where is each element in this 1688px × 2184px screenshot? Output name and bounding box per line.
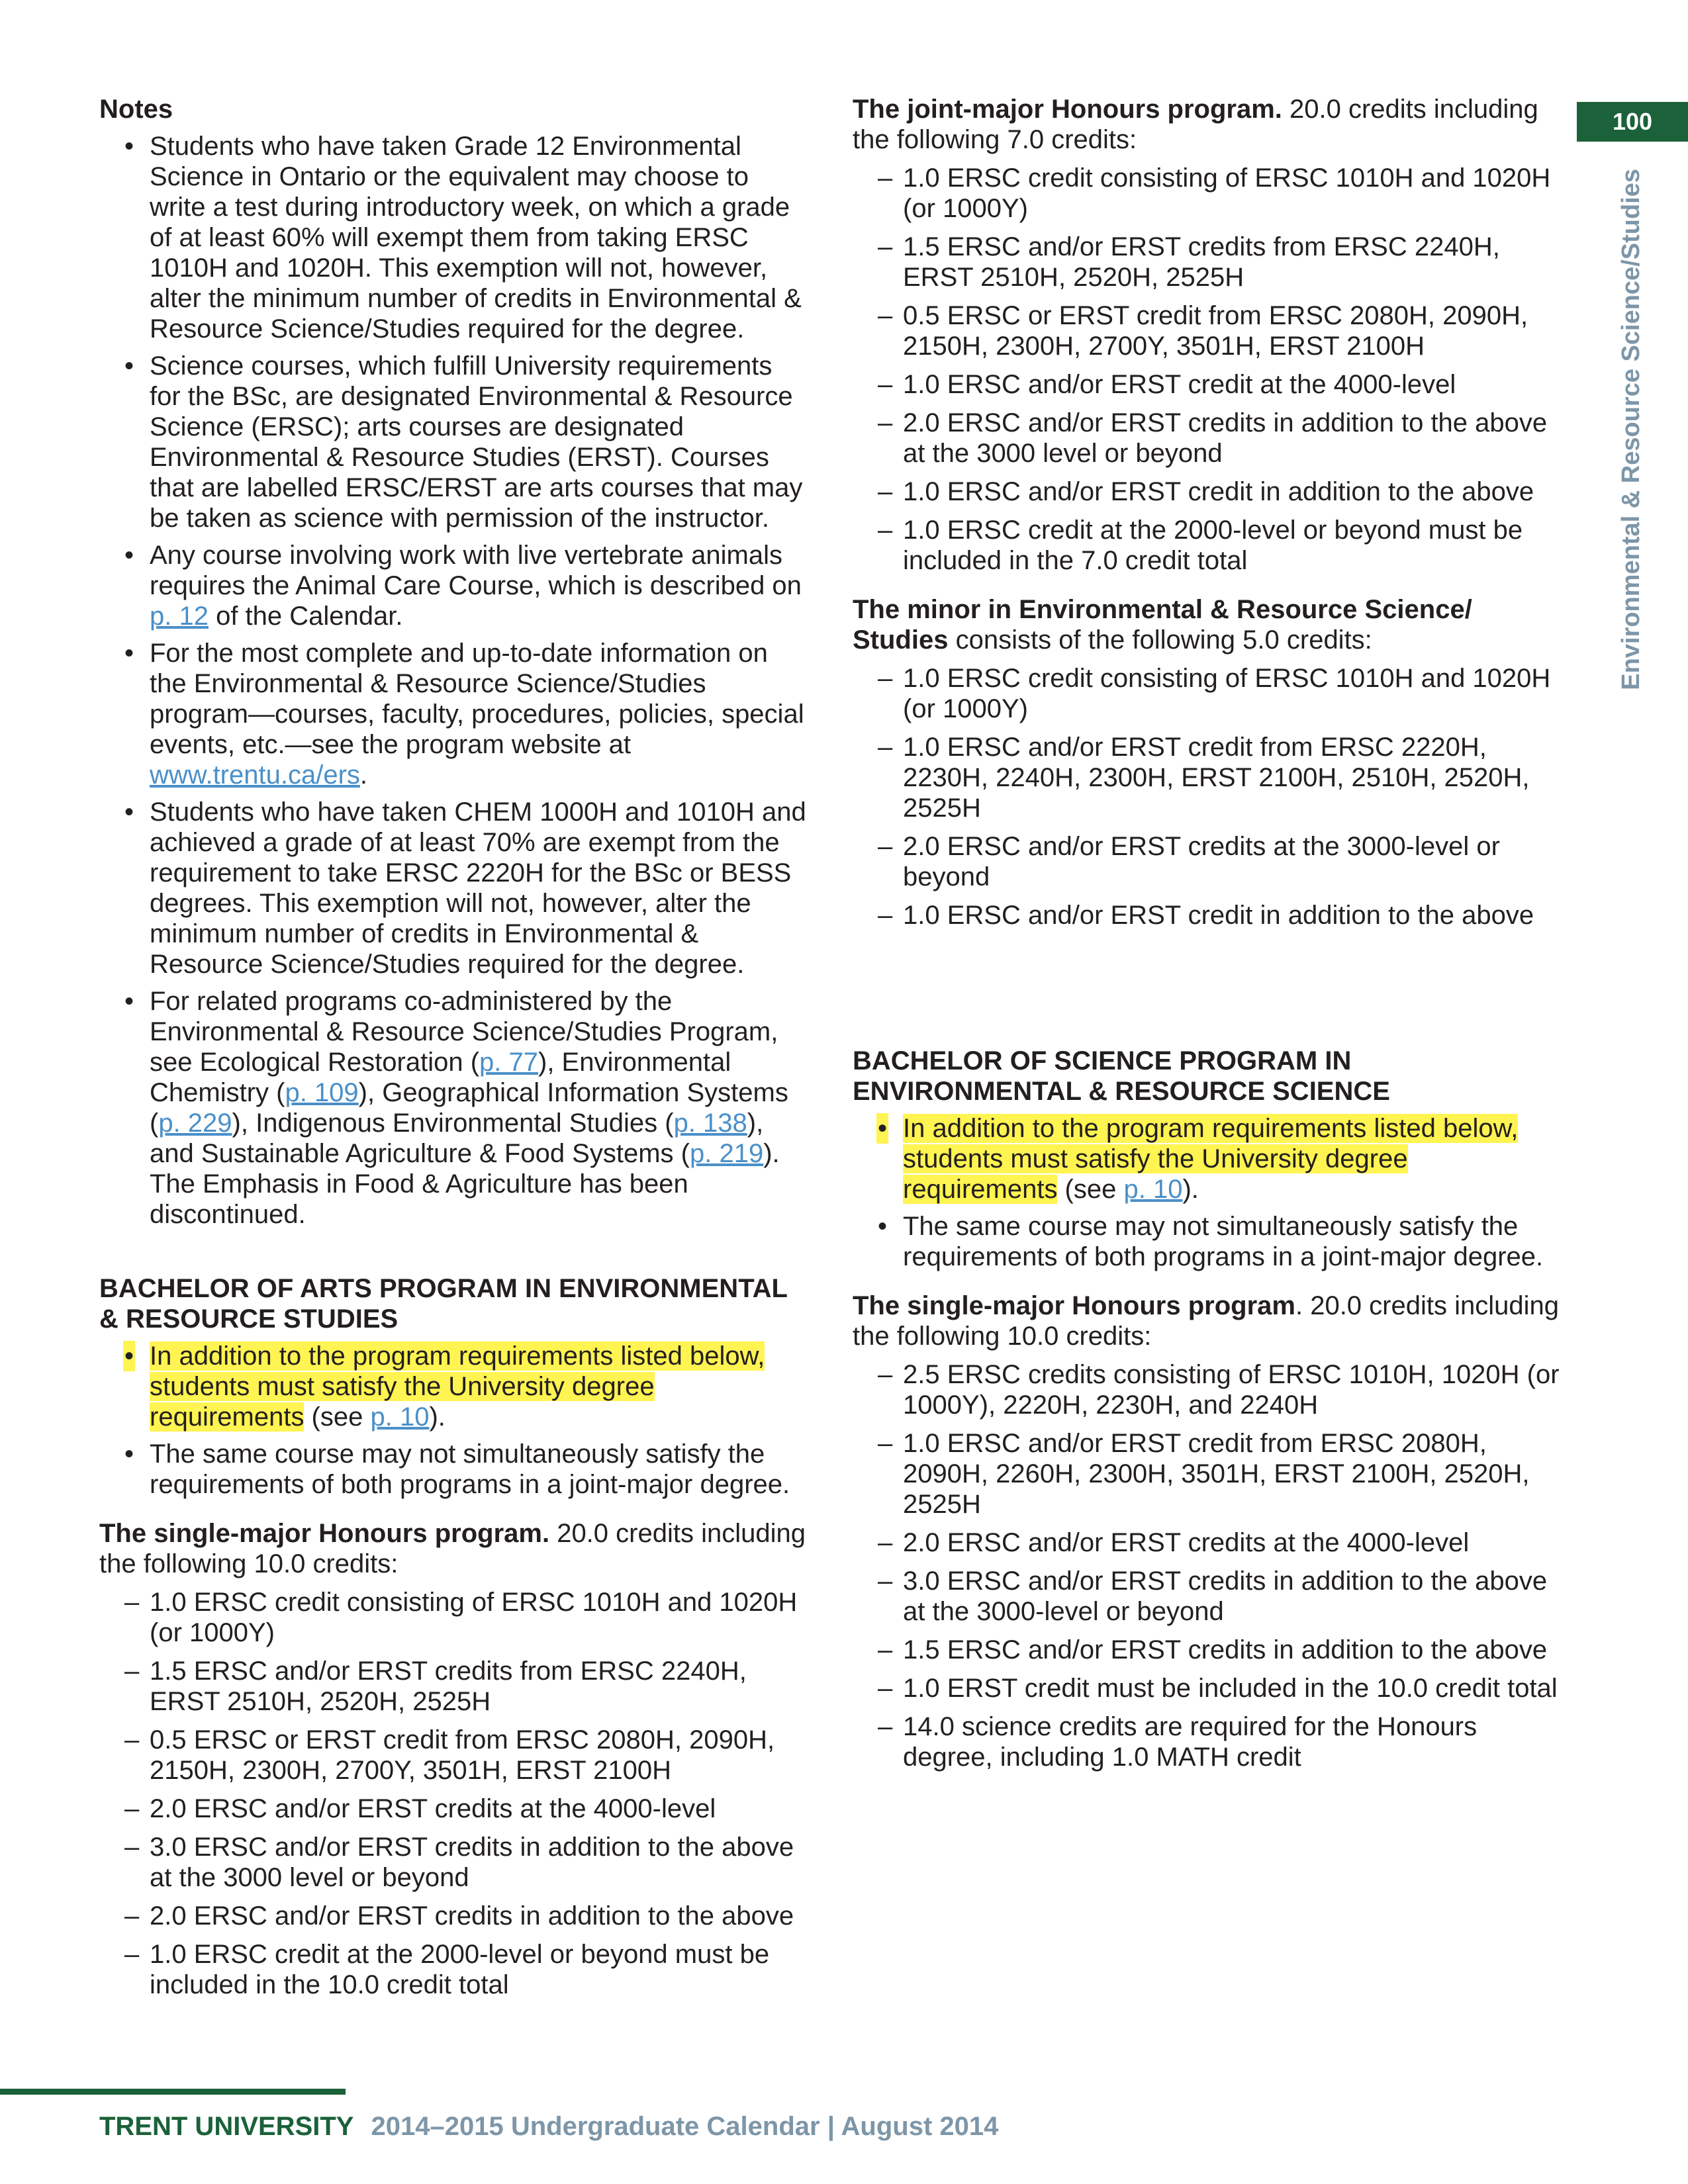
- ba-program-heading: BACHELOR OF ARTS PROGRAM IN ENVIRONMENTAL & RESOURCE STUDIES: [99, 1274, 788, 1334]
- requirement-item: • The same course may not simultaneously satisfy the requirements of both programs in a joint-major degree.: [853, 1211, 1564, 1272]
- notes-heading: Notes: [99, 95, 173, 124]
- credit-item: – 2.0 ERSC and/or ERST credits at the 3000-level or beyond: [853, 831, 1564, 892]
- bsc-single-major-list: [853, 1359, 1564, 1772]
- credit-item: – 3.0 ERSC and/or ERST credits in addition to the above at the 3000 level or beyond: [99, 1832, 808, 1893]
- footer-university: TRENT UNIVERSITY: [99, 2112, 354, 2141]
- highlighted-text: In addition to the program requirements listed below, students must satisfy the University degree requirements: [903, 1114, 1519, 1204]
- notes-list: [99, 131, 808, 1230]
- page-link[interactable]: p. 219: [689, 1139, 764, 1168]
- ba-single-major-list: [99, 1587, 808, 2000]
- requirement-item: • In addition to the program requirements listed below, students must satisfy the University degree requirements (see p. 10).: [99, 1341, 808, 1432]
- note-item: • Any course involving work with live vertebrate animals requires the Animal Care Course, which is described on p. 12 of the Calendar.: [99, 540, 808, 631]
- ba-joint-major-list: [853, 163, 1564, 576]
- ba-requirements-list: [99, 1341, 808, 1500]
- credit-item: – 1.0 ERSC credit consisting of ERSC 1010H and 1020H (or 1000Y): [853, 663, 1564, 724]
- bsc-requirements-list: [853, 1113, 1564, 1272]
- credit-item: – 1.0 ERSC and/or ERST credit from ERSC 2220H, 2230H, 2240H, 2300H, ERST 2100H, 2510H, 2520H, 2525H: [853, 732, 1564, 823]
- credit-item: – 2.0 ERSC and/or ERST credits in addition to the above: [99, 1901, 808, 1931]
- credit-item: – 0.5 ERSC or ERST credit from ERSC 2080H, 2090H, 2150H, 2300H, 2700Y, 3501H, ERST 2100H: [853, 300, 1564, 361]
- page-link[interactable]: p. 229: [158, 1109, 232, 1138]
- website-link[interactable]: www.trentu.ca/ers: [150, 760, 360, 790]
- credit-item: – 0.5 ERSC or ERST credit from ERSC 2080H, 2090H, 2150H, 2300H, 2700Y, 3501H, ERST 2100H: [99, 1725, 808, 1786]
- credit-item: – 14.0 science credits are required for the Honours degree, including 1.0 MATH credit: [853, 1711, 1564, 1772]
- note-item: • Students who have taken CHEM 1000H and 1010H and achieved a grade of at least 70% are exempt from the requirement to take ERSC 2220H for the BSc or BESS degrees. This exemption will not, however, alter the minimum number of credits in Environmental & Resource Science/Studies required for the degree.: [99, 797, 808, 979]
- page-link[interactable]: p. 77: [479, 1048, 538, 1077]
- credit-item: – 3.0 ERSC and/or ERST credits in addition to the above at the 3000-level or beyond: [853, 1566, 1564, 1627]
- side-section-title-text: Environmental & Resource Science/Studies: [1617, 169, 1645, 690]
- credit-item: – 2.5 ERSC credits consisting of ERSC 1010H, 1020H (or 1000Y), 2220H, 2230H, and 2240H: [853, 1359, 1564, 1420]
- highlighted-text: In addition to the program requirements listed below, students must satisfy the University degree requirements: [150, 1342, 765, 1432]
- left-column: [99, 94, 808, 2000]
- credit-item: – 1.0 ERSC credit consisting of ERSC 1010H and 1020H (or 1000Y): [853, 163, 1564, 224]
- credit-item: – 1.0 ERSC and/or ERST credit from ERSC 2080H, 2090H, 2260H, 2300H, 3501H, ERST 2100H, 2520H, 2525H: [853, 1428, 1564, 1520]
- credit-item: – 1.0 ERSC and/or ERST credit in addition to the above: [853, 477, 1564, 507]
- credit-item: – 1.5 ERSC and/or ERST credits from ERSC 2240H, ERST 2510H, 2520H, 2525H: [99, 1656, 808, 1717]
- page-number-tab: 100: [1577, 102, 1688, 142]
- side-section-title: [1598, 169, 1664, 735]
- page-link[interactable]: p. 10: [1123, 1175, 1183, 1204]
- right-column: [853, 94, 1564, 1772]
- footer-rule: [0, 2089, 346, 2095]
- note-item: • Science courses, which fulfill University requirements for the BSc, are designated Environmental & Resource Science (ERSC); arts courses are designated Environmental & Resource Studies (ERST). Courses that are labelled ERSC/ERST are arts courses that may be taken as science with permission of the instructor.: [99, 351, 808, 533]
- ba-joint-major-intro: The joint-major Honours program. 20.0 credits including the following 7.0 credits:: [853, 95, 1538, 154]
- credit-item: – 2.0 ERSC and/or ERST credits at the 4000-level: [99, 1794, 808, 1824]
- credit-item: – 1.0 ERSC credit at the 2000-level or beyond must be included in the 10.0 credit total: [99, 1939, 808, 2000]
- credit-item: – 1.0 ERST credit must be included in the 10.0 credit total: [853, 1673, 1564, 1704]
- minor-intro: The minor in Environmental & Resource Science/ Studies consists of the following 5.0 credits:: [853, 595, 1472, 655]
- bsc-program-heading: BACHELOR OF SCIENCE PROGRAM IN ENVIRONMENTAL & RESOURCE SCIENCE: [853, 1046, 1390, 1106]
- page-link[interactable]: p. 10: [370, 1402, 430, 1432]
- note-item: • For the most complete and up-to-date information on the Environmental & Resource Science/Studies program—courses, faculty, procedures, policies, special events, etc.—see the program website at www.trentu.ca/ers.: [99, 638, 808, 790]
- page-link[interactable]: p. 12: [150, 602, 209, 631]
- note-item: • For related programs co-administered by the Environmental & Resource Science/Studies Program, see Ecological Restoration (p. 77), Environmental Chemistry (p. 109), Geographical Information Systems (p. 229), Indigenous Environmental Studies (p. 138), and Sustainable Agriculture & Food Systems (p. 219). The Emphasis in Food & Agriculture has been discontinued.: [99, 986, 808, 1230]
- credit-item: – 1.0 ERSC and/or ERST credit in addition to the above: [853, 900, 1564, 931]
- credit-item: – 1.0 ERSC credit at the 2000-level or beyond must be included in the 7.0 credit total: [853, 515, 1564, 576]
- credit-item: – 1.5 ERSC and/or ERST credits in addition to the above: [853, 1635, 1564, 1665]
- footer: [99, 2111, 998, 2142]
- credit-item: – 1.5 ERSC and/or ERST credits from ERSC 2240H, ERST 2510H, 2520H, 2525H: [853, 232, 1564, 293]
- credit-item: – 2.0 ERSC and/or ERST credits at the 4000-level: [853, 1527, 1564, 1558]
- bsc-single-major-intro: The single-major Honours program. 20.0 credits including the following 10.0 credits:: [853, 1291, 1559, 1351]
- credit-item: – 2.0 ERSC and/or ERST credits in addition to the above at the 3000 level or beyond: [853, 408, 1564, 469]
- credit-item: – 1.0 ERSC credit consisting of ERSC 1010H and 1020H (or 1000Y): [99, 1587, 808, 1648]
- requirement-item: • The same course may not simultaneously satisfy the requirements of both programs in a joint-major degree.: [99, 1439, 808, 1500]
- credit-item: – 1.0 ERSC and/or ERST credit at the 4000-level: [853, 369, 1564, 400]
- minor-list: [853, 663, 1564, 931]
- requirement-item: • In addition to the program requirements listed below, students must satisfy the University degree requirements (see p. 10).: [853, 1113, 1564, 1205]
- ba-single-major-intro: The single-major Honours program. 20.0 credits including the following 10.0 credits:: [99, 1519, 806, 1578]
- page-link[interactable]: p. 109: [285, 1078, 359, 1107]
- footer-calendar: 2014–2015 Undergraduate Calendar | August 2014: [371, 2112, 999, 2141]
- page-link[interactable]: p. 138: [673, 1109, 747, 1138]
- note-item: • Students who have taken Grade 12 Environmental Science in Ontario or the equivalent may choose to write a test during introductory week, on which a grade of at least 60% will exempt them from taking ERSC 1010H and 1020H. This exemption will not, however, alter the minimum number of credits in Environmental & Resource Science/Studies required for the degree.: [99, 131, 808, 344]
